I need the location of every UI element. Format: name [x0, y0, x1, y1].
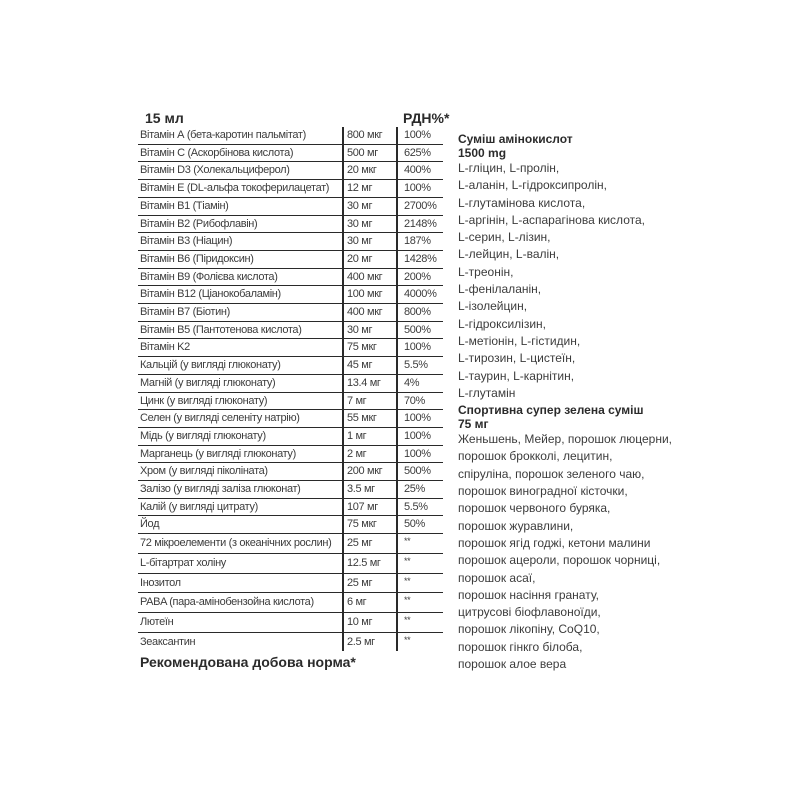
- footnote: Рекомендована добова норма*: [140, 654, 356, 671]
- nutrient-rdn: 100%: [397, 445, 443, 463]
- nutrient-amount: 500 мг: [343, 144, 397, 162]
- amino-line: L-метіонін, L-гістидин,: [458, 333, 581, 348]
- greens-line: порошок ягід годжі, кетони малини: [458, 535, 651, 550]
- nutrient-amount: 13.4 мг: [343, 374, 397, 392]
- greens-line: порошок гінкго білоба,: [458, 639, 583, 654]
- nutrient-amount: 12.5 мг: [343, 553, 397, 573]
- nutrition-panel: [138, 110, 448, 670]
- nutrient-amount: 12 мг: [343, 180, 397, 198]
- nutrient-amount: 45 мг: [343, 357, 397, 375]
- table-row: [138, 481, 443, 499]
- amino-line: L-аланін, L-гідроксипролін,: [458, 178, 607, 193]
- amino-line: L-лейцин, L-валін,: [458, 247, 560, 262]
- table-row: [138, 357, 443, 375]
- table-row: [138, 197, 443, 215]
- table-row: [138, 427, 443, 445]
- nutrient-amount: 20 мг: [343, 250, 397, 268]
- nutrient-amount: 2 мг: [343, 445, 397, 463]
- nutrient-rdn: 200%: [397, 268, 443, 286]
- table-row: [138, 286, 443, 304]
- table-row: [138, 463, 443, 481]
- nutrient-rdn: 400%: [397, 162, 443, 180]
- greens-line: порошок брокколі, лецитин,: [458, 449, 613, 464]
- amino-line: L-фенілаланін,: [458, 282, 542, 297]
- nutrient-name: Магній (у вигляді глюконату): [138, 374, 343, 392]
- nutrient-rdn: 4000%: [397, 286, 443, 304]
- table-row: [138, 127, 443, 144]
- nutrient-amount: 800 мкг: [343, 127, 397, 144]
- nutrient-rdn: **: [397, 553, 443, 573]
- nutrient-rdn: **: [397, 573, 443, 593]
- table-row: [138, 233, 443, 251]
- table-row: [138, 573, 443, 593]
- nutrient-amount: 1 мг: [343, 427, 397, 445]
- table-row: [138, 410, 443, 428]
- nutrient-amount: 30 мг: [343, 197, 397, 215]
- greens-line: цитрусові біофлавоноїди,: [458, 605, 601, 620]
- nutrient-name: Вітамін B6 (Піридоксин): [138, 250, 343, 268]
- nutrient-rdn: 1428%: [397, 250, 443, 268]
- nutrient-rdn: **: [397, 593, 443, 613]
- greens-list: [458, 431, 708, 673]
- nutrient-name: 72 мікроелементи (з океанічних рослин): [138, 534, 343, 554]
- nutrient-amount: 75 мкг: [343, 516, 397, 534]
- greens-line: порошок журавлини,: [458, 518, 574, 533]
- nutrient-name: Цинк (у вигляді глюконату): [138, 392, 343, 410]
- nutrient-rdn: 100%: [397, 180, 443, 198]
- nutrient-amount: 400 мкг: [343, 268, 397, 286]
- nutrient-name: Кальцій (у вигляді глюконату): [138, 357, 343, 375]
- nutrient-amount: 100 мкг: [343, 286, 397, 304]
- nutrient-rdn: 100%: [397, 410, 443, 428]
- nutrient-rdn: 100%: [397, 427, 443, 445]
- table-row: [138, 339, 443, 357]
- nutrient-name: Марганець (у вигляді глюконату): [138, 445, 343, 463]
- nutrient-amount: 75 мкг: [343, 339, 397, 357]
- amino-amount: 1500 mg: [458, 146, 507, 160]
- nutrient-name: Вітамін B3 (Ніацин): [138, 233, 343, 251]
- table-row: [138, 374, 443, 392]
- nutrient-amount: 20 мкг: [343, 162, 397, 180]
- nutrient-name: Інозитол: [138, 573, 343, 593]
- nutrient-name: Вітамін E (DL-альфа токоферилацетат): [138, 180, 343, 198]
- table-row: [138, 321, 443, 339]
- nutrient-amount: 2.5 мг: [343, 632, 397, 651]
- table-row: [138, 534, 443, 554]
- nutrient-name: Вітамін B5 (Пантотенова кислота): [138, 321, 343, 339]
- greens-line: порошок асаї,: [458, 570, 536, 585]
- nutrient-name: Вітамін С (Аскорбінова кислота): [138, 144, 343, 162]
- nutrition-table: [138, 127, 443, 651]
- nutrient-amount: 7 мг: [343, 392, 397, 410]
- table-row: [138, 445, 443, 463]
- nutrient-rdn: 25%: [397, 481, 443, 499]
- nutrient-amount: 30 мг: [343, 215, 397, 233]
- nutrient-amount: 25 мг: [343, 573, 397, 593]
- nutrient-name: Вітамін D3 (Холекальциферол): [138, 162, 343, 180]
- greens-amount: 75 мг: [458, 417, 489, 432]
- nutrient-rdn: 5.5%: [397, 498, 443, 516]
- nutrient-name: Хром (у вигляді піколіната): [138, 463, 343, 481]
- nutrient-name: Лютеїн: [138, 612, 343, 632]
- greens-line: спіруліна, порошок зеленого чаю,: [458, 466, 645, 481]
- nutrient-rdn: 800%: [397, 304, 443, 322]
- nutrient-name: Калій (у вигляді цитрату): [138, 498, 343, 516]
- nutrient-amount: 200 мкг: [343, 463, 397, 481]
- nutrient-rdn: 5.5%: [397, 357, 443, 375]
- nutrient-name: L-бітартрат холіну: [138, 553, 343, 573]
- amino-line: L-ізолейцин,: [458, 299, 528, 314]
- nutrient-rdn: 2700%: [397, 197, 443, 215]
- greens-line: порошок ацероли, порошок чорниці,: [458, 553, 661, 568]
- nutrient-amount: 400 мкг: [343, 304, 397, 322]
- table-row: [138, 498, 443, 516]
- nutrient-rdn: **: [397, 534, 443, 554]
- nutrient-amount: 6 мг: [343, 593, 397, 613]
- nutrient-amount: 10 мг: [343, 612, 397, 632]
- nutrient-rdn: 50%: [397, 516, 443, 534]
- nutrient-rdn: **: [397, 612, 443, 632]
- greens-line: порошок лікопіну, CoQ10,: [458, 622, 600, 637]
- nutrient-name: PABA (пара-амінобензойна кислота): [138, 593, 343, 613]
- amino-line: L-аргінін, L-аспарагінова кислота,: [458, 212, 645, 227]
- nutrient-name: Селен (у вигляді селеніту натрію): [138, 410, 343, 428]
- nutrient-rdn: 2148%: [397, 215, 443, 233]
- greens-line: Женьшень, Мейер, порошок люцерни,: [458, 432, 673, 447]
- amino-line: L-таурин, L-карнітин,: [458, 368, 575, 383]
- nutrient-amount: 30 мг: [343, 321, 397, 339]
- nutrient-rdn: 187%: [397, 233, 443, 251]
- greens-line: порошок насіння гранату,: [458, 587, 599, 602]
- nutrient-rdn: **: [397, 632, 443, 651]
- greens-line: порошок червоного буряка,: [458, 501, 611, 516]
- serving-volume: 15 мл: [145, 110, 184, 126]
- nutrient-rdn: 500%: [397, 321, 443, 339]
- table-row: [138, 632, 443, 651]
- nutrient-amount: 55 мкг: [343, 410, 397, 428]
- nutrient-amount: 107 мг: [343, 498, 397, 516]
- nutrient-name: Вітамін А (бета-каротин пальмітат): [138, 127, 343, 144]
- nutrient-name: Залізо (у вигляді заліза глюконат): [138, 481, 343, 499]
- table-row: [138, 553, 443, 573]
- nutrient-rdn: 100%: [397, 127, 443, 144]
- table-row: [138, 162, 443, 180]
- table-row: [138, 268, 443, 286]
- nutrient-name: Йод: [138, 516, 343, 534]
- amino-line: L-глутамін: [458, 385, 516, 400]
- table-row: [138, 250, 443, 268]
- nutrient-name: Мідь (у вигляді глюконату): [138, 427, 343, 445]
- amino-line: L-серин, L-лізин,: [458, 230, 551, 245]
- nutrient-name: Вітамін B1 (Тіамін): [138, 197, 343, 215]
- nutrient-amount: 30 мг: [343, 233, 397, 251]
- table-row: [138, 144, 443, 162]
- table-row: [138, 392, 443, 410]
- nutrient-rdn: 4%: [397, 374, 443, 392]
- nutrient-name: Вітамін B2 (Рибофлавін): [138, 215, 343, 233]
- amino-line: L-гліцин, L-пролін,: [458, 161, 560, 175]
- greens-title: Спортивна супер зелена суміш: [458, 403, 644, 418]
- table-header: [138, 110, 448, 127]
- greens-line: порошок алое вера: [458, 657, 567, 672]
- table-row: [138, 215, 443, 233]
- nutrient-name: Вітамін B7 (Біотин): [138, 304, 343, 322]
- nutrient-name: Вітамін B12 (Ціанокобаламін): [138, 286, 343, 304]
- ingredients-panel: [458, 132, 708, 673]
- table-row: [138, 612, 443, 632]
- table-row: [138, 304, 443, 322]
- amino-line: L-глутамінова кислота,: [458, 195, 586, 210]
- table-row: [138, 593, 443, 613]
- nutrient-rdn: 70%: [397, 392, 443, 410]
- nutrient-amount: 3.5 мг: [343, 481, 397, 499]
- amino-title: Суміш амінокислот: [458, 132, 573, 146]
- amino-line: L-тирозин, L-цистеїн,: [458, 351, 576, 366]
- amino-line: L-треонін,: [458, 264, 514, 279]
- nutrient-name: Зеаксантин: [140, 635, 196, 648]
- nutrient-name: Вітамін K2: [138, 339, 343, 357]
- nutrient-rdn: 500%: [397, 463, 443, 481]
- table-row: [138, 516, 443, 534]
- rdn-header: РДН%*: [403, 110, 450, 126]
- amino-line: L-гідроксилізин,: [458, 316, 546, 331]
- table-row: [138, 180, 443, 198]
- nutrient-name: Вітамін B9 (Фолієва кислота): [138, 268, 343, 286]
- nutrient-rdn: 100%: [397, 339, 443, 357]
- nutrient-amount: 25 мг: [343, 534, 397, 554]
- greens-line: порошок виноградної кісточки,: [458, 484, 628, 499]
- amino-list: [458, 160, 708, 402]
- nutrient-rdn: 625%: [397, 144, 443, 162]
